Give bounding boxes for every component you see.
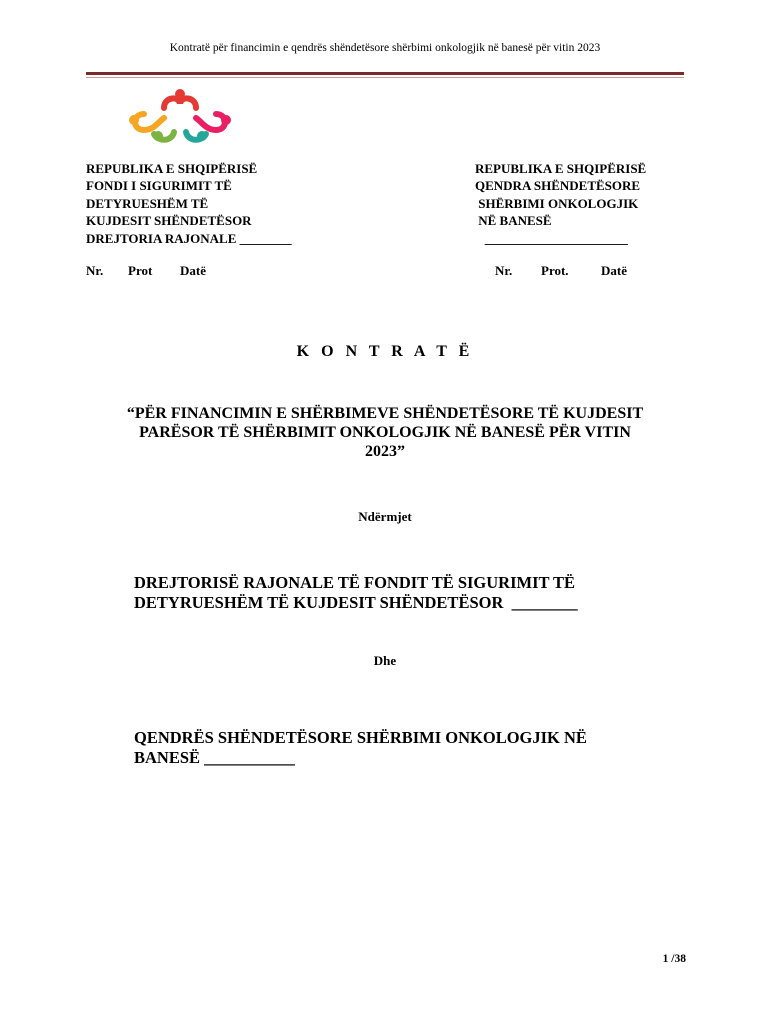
left-issuer-line: KUJDESIT SHËNDETËSOR (86, 213, 252, 229)
right-issuer-line: REPUBLIKA E SHQIPËRISË (475, 161, 647, 176)
party-one (134, 573, 694, 613)
logo-head-green (153, 131, 163, 141)
right-issuer-line: SHËRBIMI ONKOLOGJIK (475, 195, 639, 211)
logo-head-pink (221, 115, 231, 125)
header-rule (86, 72, 684, 75)
party-two (134, 728, 694, 768)
party-two-line: QENDRËS SHËNDETËSORE SHËRBIMI ONKOLOGJIK NË (134, 728, 587, 747)
logo-swirl-red (164, 98, 196, 108)
left-issuer-line: REPUBLIKA E SHQIPËRISË (86, 161, 258, 176)
header-rule-thin (86, 77, 684, 78)
logo-swirl-orange (135, 114, 164, 130)
running-header: Kontratë për financimin e qendrës shëndetësore shërbimi onkologjik në banesë për vitin 2023 (169, 42, 601, 54)
ref-prot-label: Prot (128, 263, 153, 278)
logo (124, 88, 236, 144)
right-issuer-block (475, 160, 646, 247)
right-issuer-line: ______________________ (475, 230, 628, 246)
and-label: Dhe (373, 653, 397, 668)
ref-date-label: Datë (180, 263, 206, 278)
logo-swirl-pink (196, 114, 225, 130)
left-issuer-line: FONDI I SIGURIMIT TË (86, 178, 232, 194)
reference-right (495, 263, 627, 279)
ref-prot-label: Prot. (541, 263, 569, 278)
page-number: 1 /38 (662, 953, 686, 965)
left-issuer-line: DREJTORIA RAJONALE ________ (86, 230, 292, 246)
logo-head-red (175, 89, 185, 99)
contract-subject (80, 404, 690, 461)
document-title: K O N T R A T Ë (296, 343, 474, 360)
party-one-line: DREJTORISË RAJONALE TË FONDIT TË SIGURIMIT TË (134, 573, 576, 592)
ref-date-label: Datë (601, 263, 627, 278)
subject-line: 2023” (365, 443, 405, 460)
party-one-line: DETYRUESHËM TË KUJDESIT SHËNDETËSOR ________ (134, 593, 578, 612)
subject-line: “PËR FINANCIMIN E SHËRBIMEVE SHËNDETËSORE TË KUJDESIT (126, 405, 644, 422)
logo-head-teal (197, 131, 207, 141)
between-label: Ndërmjet (358, 509, 412, 524)
ref-nr-label: Nr. (86, 263, 104, 278)
left-issuer-block (86, 160, 292, 247)
party-two-line: BANESË ___________ (134, 748, 295, 767)
subject-line: PARËSOR TË SHËRBIMIT ONKOLOGJIK NË BANESË PËR VITIN (139, 424, 631, 441)
right-issuer-line: NË BANESË (475, 213, 552, 229)
ref-nr-label: Nr. (495, 263, 513, 278)
logo-head-orange (129, 115, 139, 125)
left-issuer-line: DETYRUESHËM TË (86, 195, 209, 211)
reference-left (86, 263, 206, 279)
right-issuer-line: QENDRA SHËNDETËSORE (475, 178, 641, 194)
